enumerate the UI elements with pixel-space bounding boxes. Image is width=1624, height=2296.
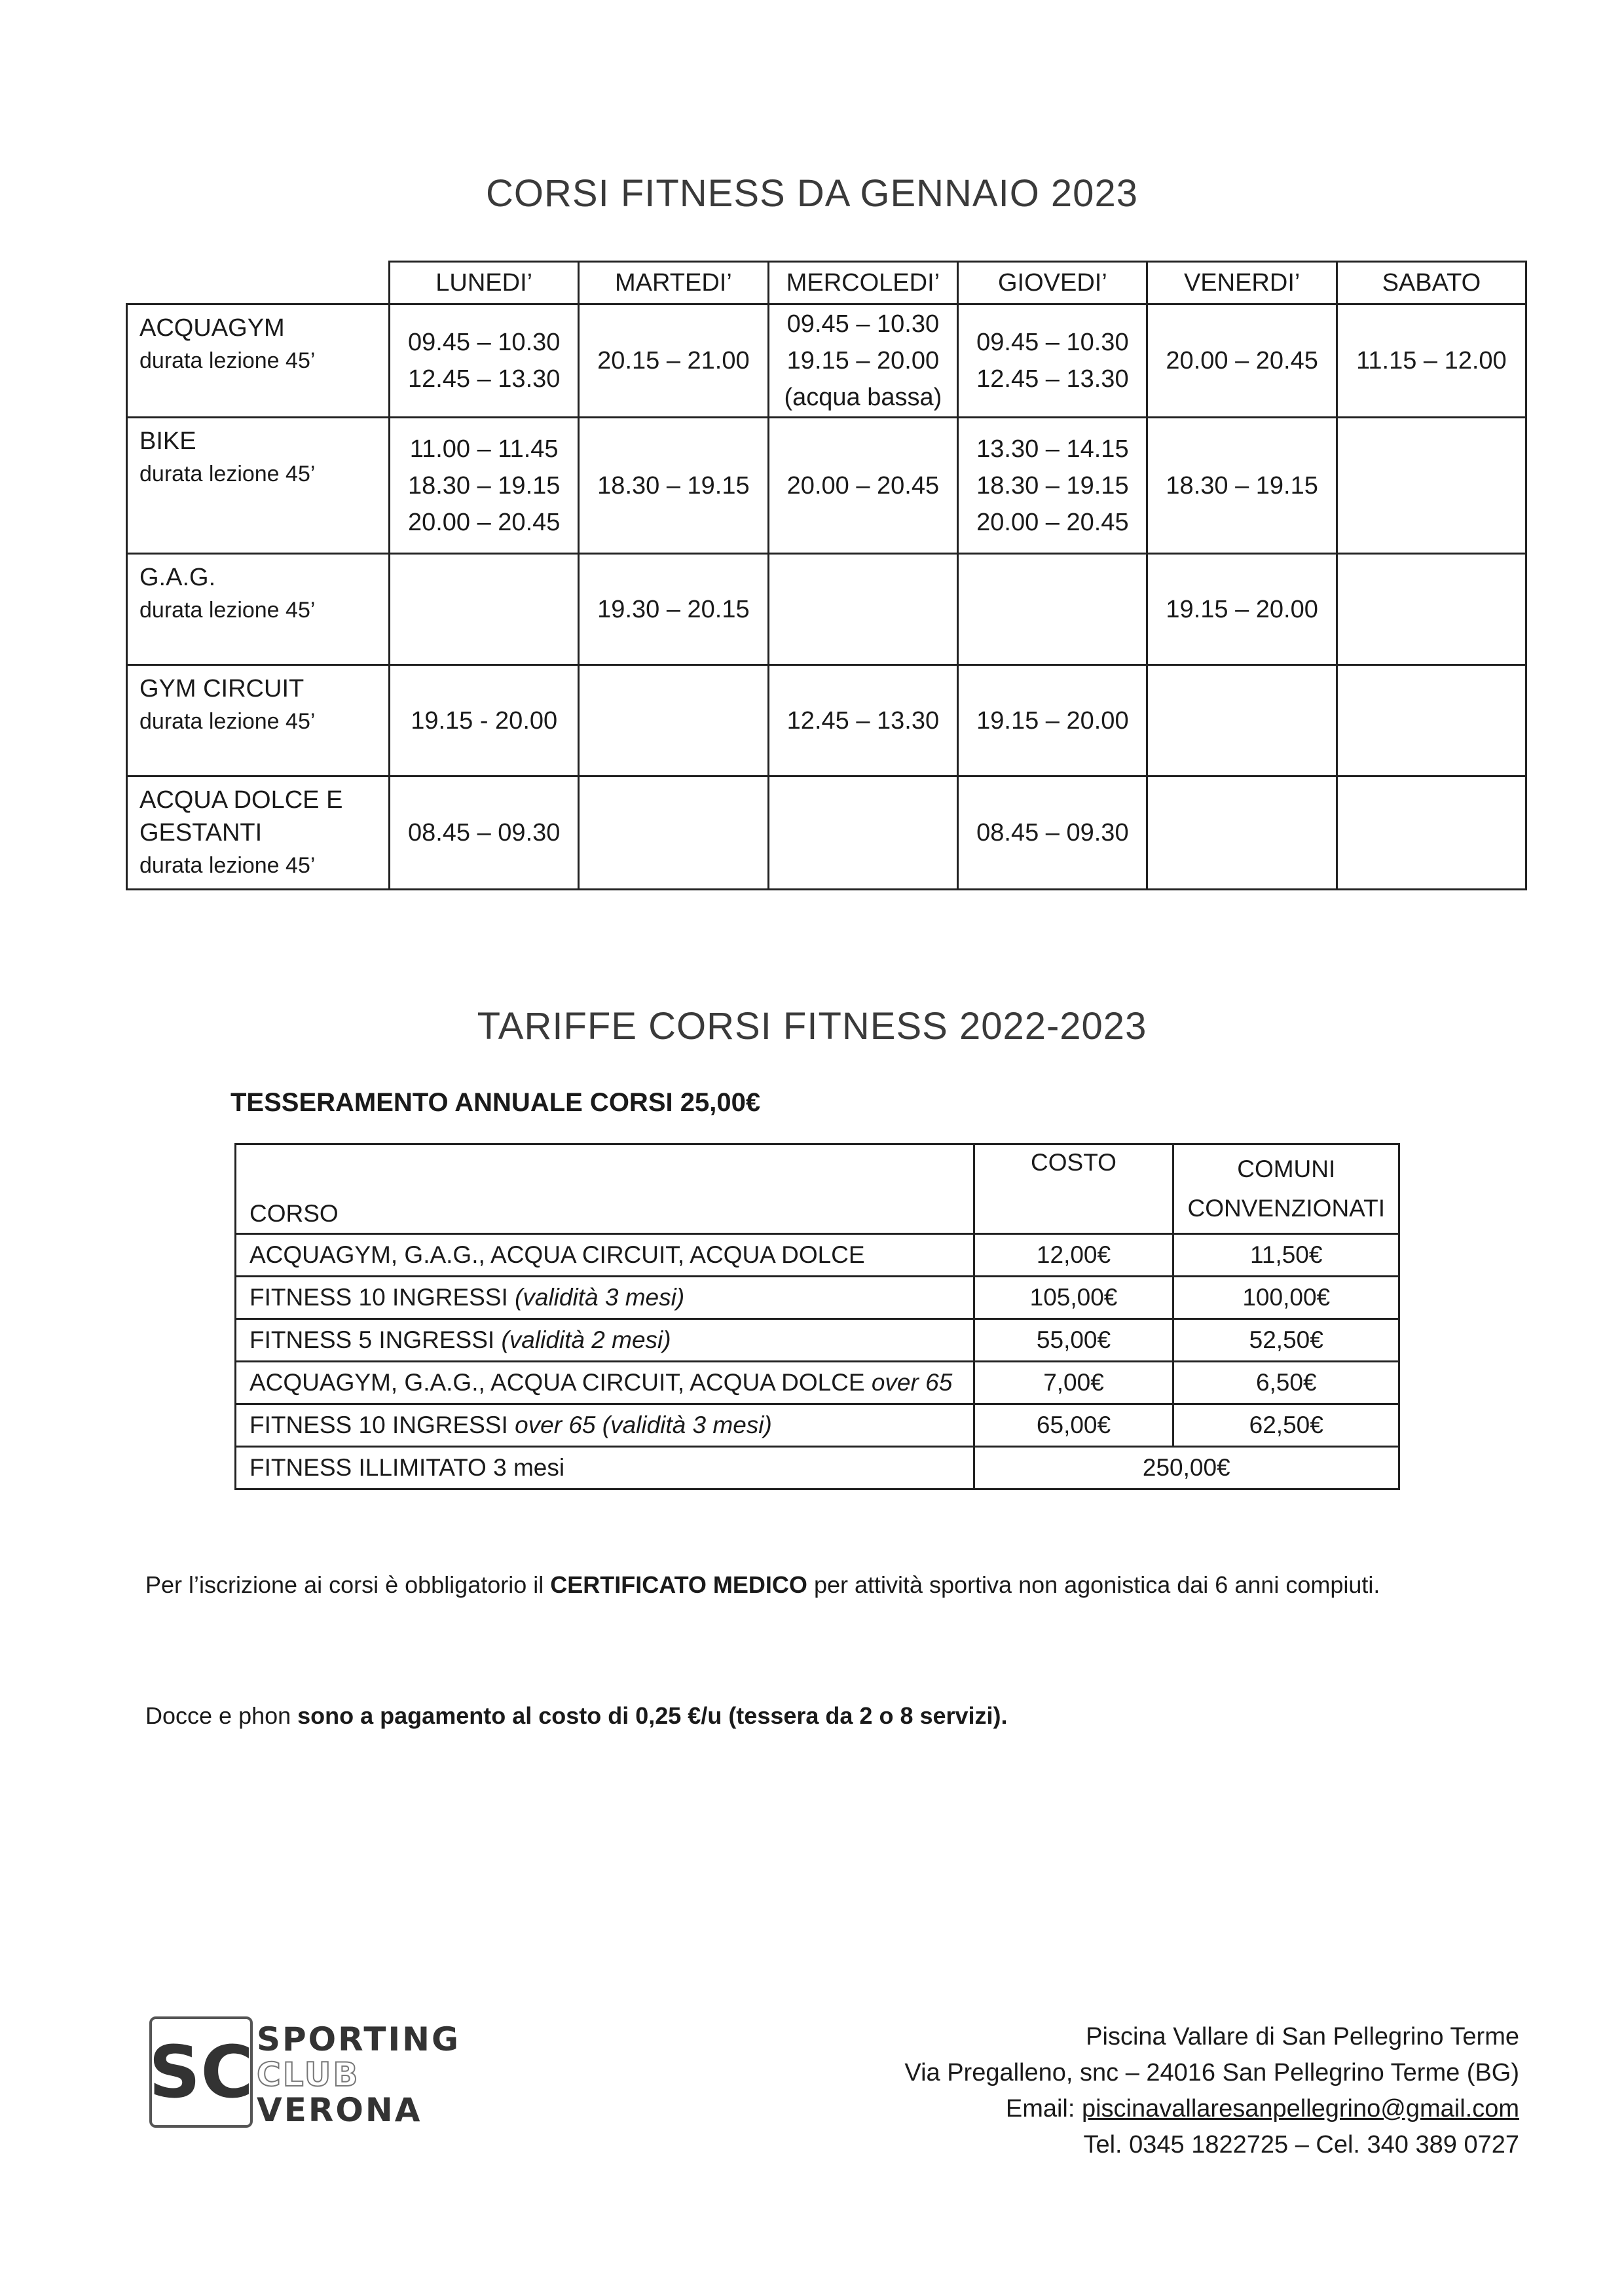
prices-table	[234, 1143, 1400, 1490]
schedule-cell	[1147, 554, 1337, 665]
price-row	[236, 1362, 1399, 1404]
schedule-cell	[1337, 665, 1526, 776]
club-logo-monogram: SC	[149, 2016, 253, 2128]
price-cost: 55,00€	[974, 1319, 1173, 1362]
schedule-row	[127, 554, 1526, 665]
time-slot: 19.15 - 20.00	[411, 706, 558, 735]
time-slot: 12.45 – 13.30	[976, 365, 1129, 393]
schedule-header-row	[127, 262, 1526, 304]
cost-header: COSTO	[974, 1144, 1173, 1234]
schedule-row	[127, 776, 1526, 890]
schedule-cell	[579, 304, 768, 418]
schedule-cell	[579, 776, 768, 890]
price-course-note: over 65 (validità 3 mesi)	[515, 1412, 772, 1438]
footer-email	[1006, 2095, 1519, 2123]
logo-line-sporting: SPORTING	[257, 2020, 461, 2058]
price-course-name: ACQUAGYM, G.A.G., ACQUA CIRCUIT, ACQUA DOLCE	[249, 1369, 872, 1396]
time-slot: 09.45 – 10.30	[407, 329, 561, 356]
schedule-cell	[768, 304, 958, 418]
footer-address: Via Pregalleno, snc – 24016 San Pellegrino Terme (BG)	[904, 2059, 1519, 2086]
price-course-name: FITNESS 10 INGRESSI	[249, 1412, 515, 1438]
schedule-cell	[1147, 665, 1337, 776]
price-row	[236, 1277, 1399, 1319]
schedule-table	[126, 261, 1527, 890]
schedule-cell	[390, 776, 579, 890]
course-name: G.A.G.	[139, 564, 216, 591]
course-duration: durata lezione 45’	[139, 853, 316, 878]
schedule-row	[127, 665, 1526, 776]
medical-note-post: per attività sportiva non agonistica dai 6 anni compiuti.	[807, 1571, 1380, 1598]
logo-line-verona: VERONA	[257, 2091, 422, 2129]
price-course	[236, 1404, 974, 1447]
price-course	[236, 1319, 974, 1362]
schedule-cell	[579, 554, 768, 665]
time-slot: 19.15 – 20.00	[1166, 595, 1318, 623]
price-course	[236, 1362, 974, 1404]
time-slot: 11.00 – 11.45	[409, 435, 559, 463]
course-name: GYM CIRCUIT	[139, 675, 304, 702]
time-slot: 18.30 – 19.15	[976, 471, 1129, 500]
course-name: ACQUAGYM	[139, 314, 285, 342]
price-cost: 65,00€	[974, 1404, 1173, 1447]
schedule-cell	[1337, 418, 1526, 554]
time-slot: 18.30 – 19.15	[407, 471, 561, 500]
showers-note-pre: Docce e phon	[145, 1702, 298, 1729]
time-slot: 19.15 – 20.00	[976, 706, 1129, 735]
schedule-cell	[958, 665, 1147, 776]
schedule-cell	[1337, 554, 1526, 665]
price-course-note: over 65	[871, 1369, 953, 1396]
course-header: CORSO	[236, 1144, 974, 1234]
course-name: ACQUA DOLCE E	[139, 786, 343, 814]
price-course-name: FITNESS 10 INGRESSI	[249, 1284, 515, 1311]
course-name-cell	[127, 554, 390, 665]
day-header: MARTEDI’	[579, 262, 768, 304]
day-header: SABATO	[1337, 262, 1526, 304]
day-header: MERCOLEDI’	[768, 262, 958, 304]
logo-line-club: CLUB	[257, 2056, 360, 2094]
course-duration: durata lezione 45’	[139, 598, 316, 623]
schedule-cell	[390, 665, 579, 776]
price-course-name: ACQUAGYM, G.A.G., ACQUA CIRCUIT, ACQUA DOLCE	[249, 1241, 865, 1268]
day-header: GIOVEDI’	[958, 262, 1147, 304]
price-cost: 12,00€	[974, 1234, 1173, 1277]
course-name-cell	[127, 665, 390, 776]
membership-fee: TESSERAMENTO ANNUALE CORSI 25,00€	[231, 1088, 761, 1117]
time-slot: 18.30 – 19.15	[1166, 471, 1318, 500]
course-duration: durata lezione 45’	[139, 462, 316, 486]
time-slot: 18.30 – 19.15	[597, 471, 750, 500]
price-conv: 62,50€	[1173, 1404, 1399, 1447]
time-slot: 12.45 – 13.30	[407, 365, 561, 393]
day-header: VENERDI’	[1147, 262, 1337, 304]
header-corner	[127, 262, 390, 304]
time-slot: 20.00 – 20.45	[1166, 347, 1318, 374]
schedule-row	[127, 418, 1526, 554]
time-slot: 19.30 – 20.15	[597, 595, 750, 623]
price-cost: 105,00€	[974, 1277, 1173, 1319]
conv-header-line: CONVENZIONATI	[1187, 1195, 1385, 1222]
time-slot: 12.45 – 13.30	[786, 706, 940, 735]
schedule-title: CORSI FITNESS DA GENNAIO 2023	[486, 172, 1138, 215]
schedule-cell	[958, 304, 1147, 418]
course-duration: durata lezione 45’	[139, 709, 316, 734]
price-course-note: (validità 3 mesi)	[515, 1284, 685, 1311]
time-slot: 08.45 – 09.30	[976, 819, 1129, 847]
time-slot: 20.00 – 20.45	[976, 508, 1129, 536]
prices-title: TARIFFE CORSI FITNESS 2022-2023	[477, 1005, 1147, 1048]
course-name: GESTANTI	[139, 819, 263, 847]
schedule-cell	[579, 665, 768, 776]
price-course-name: FITNESS 5 INGRESSI	[249, 1326, 502, 1353]
price-course	[236, 1277, 974, 1319]
schedule-cell	[768, 554, 958, 665]
price-course-note: (validità 2 mesi)	[501, 1326, 671, 1353]
medical-note-bold: CERTIFICATO MEDICO	[550, 1571, 807, 1598]
price-row	[236, 1319, 1399, 1362]
schedule-cell	[768, 665, 958, 776]
time-slot: 11.15 – 12.00	[1356, 347, 1507, 374]
unlimited-row	[236, 1447, 1399, 1489]
unlimited-course: FITNESS ILLIMITATO 3 mesi	[236, 1447, 974, 1489]
footer-phone: Tel. 0345 1822725 – Cel. 340 389 0727	[1083, 2131, 1519, 2159]
price-conv: 6,50€	[1173, 1362, 1399, 1404]
showers-note-bold: sono a pagamento al costo di 0,25 €/u (tessera da 2 o 8 servizi).	[297, 1702, 1008, 1729]
medical-note	[145, 1571, 1380, 1599]
price-cost: 7,00€	[974, 1362, 1173, 1404]
price-conv: 100,00€	[1173, 1277, 1399, 1319]
time-slot: 20.15 – 21.00	[597, 347, 750, 374]
schedule-cell	[1337, 776, 1526, 890]
schedule-cell	[768, 776, 958, 890]
email-link[interactable]: piscinavallaresanpellegrino@gmail.com	[1081, 2095, 1519, 2123]
course-duration: durata lezione 45’	[139, 348, 316, 373]
conv-header	[1173, 1144, 1399, 1234]
schedule-cell	[958, 554, 1147, 665]
schedule-cell	[1337, 304, 1526, 418]
medical-note-pre: Per l’iscrizione ai corsi è obbligatorio il	[145, 1571, 551, 1598]
schedule-cell	[958, 776, 1147, 890]
schedule-cell	[1147, 304, 1337, 418]
day-header: LUNEDI’	[390, 262, 579, 304]
prices-header-row	[236, 1144, 1399, 1234]
price-conv: 52,50€	[1173, 1319, 1399, 1362]
footer-email-label: Email:	[1005, 2095, 1082, 2123]
course-name-cell	[127, 304, 390, 418]
time-slot: 19.15 – 20.00	[786, 347, 940, 374]
schedule-cell	[1147, 776, 1337, 890]
unlimited-cost: 250,00€	[974, 1447, 1399, 1489]
price-conv: 11,50€	[1173, 1234, 1399, 1277]
schedule-cell	[390, 418, 579, 554]
schedule-cell	[390, 304, 579, 418]
time-slot: 09.45 – 10.30	[976, 329, 1129, 356]
schedule-cell	[390, 554, 579, 665]
price-row	[236, 1234, 1399, 1277]
time-slot: 13.30 – 14.15	[976, 435, 1129, 463]
schedule-row	[127, 304, 1526, 418]
course-name-cell	[127, 418, 390, 554]
price-row	[236, 1404, 1399, 1447]
time-slot: 09.45 – 10.30	[786, 310, 940, 338]
time-slot: 20.00 – 20.45	[786, 471, 940, 500]
footer-venue: Piscina Vallare di San Pellegrino Terme	[1086, 2023, 1519, 2050]
course-name: BIKE	[139, 428, 196, 455]
schedule-cell	[1147, 418, 1337, 554]
schedule-cell	[768, 418, 958, 554]
showers-note	[145, 1702, 1008, 1730]
time-slot: (acqua bassa)	[784, 384, 942, 411]
time-slot: 20.00 – 20.45	[407, 508, 561, 536]
course-name-cell	[127, 776, 390, 890]
schedule-cell	[579, 418, 768, 554]
conv-header-line: COMUNI	[1237, 1156, 1336, 1182]
price-course	[236, 1234, 974, 1277]
schedule-cell	[958, 418, 1147, 554]
time-slot: 08.45 – 09.30	[407, 819, 561, 847]
